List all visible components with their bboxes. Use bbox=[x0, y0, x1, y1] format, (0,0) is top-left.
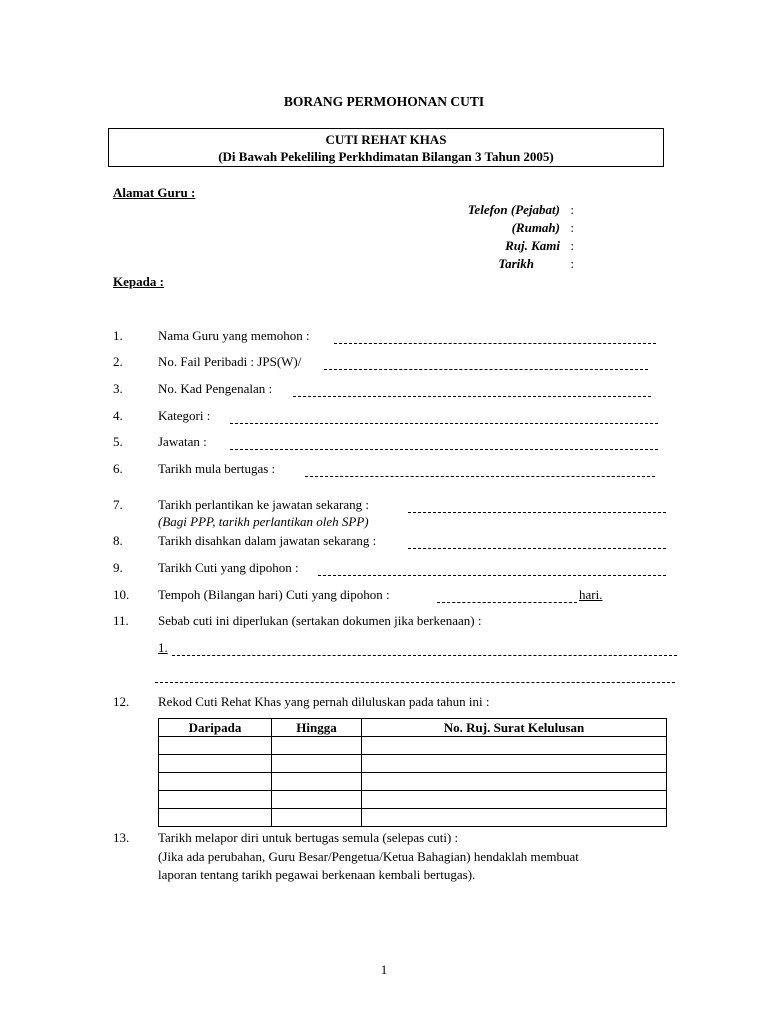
item-5-num: 5. bbox=[113, 434, 123, 449]
reason-line-2[interactable] bbox=[155, 672, 675, 683]
item-11-num: 11. bbox=[113, 613, 129, 628]
tarikh-colon: : bbox=[570, 256, 574, 271]
item-5-label: Jawatan : bbox=[158, 434, 207, 449]
table-cell[interactable] bbox=[272, 809, 362, 827]
table-cell[interactable] bbox=[272, 737, 362, 755]
page-number: 1 bbox=[380, 962, 388, 977]
item-7-num: 7. bbox=[113, 497, 123, 512]
table-cell[interactable] bbox=[362, 791, 667, 809]
item-2-fill-line[interactable] bbox=[324, 359, 648, 370]
item-6-fill-line[interactable] bbox=[305, 466, 655, 477]
telefon-colon: : bbox=[570, 202, 574, 217]
table-row bbox=[159, 773, 667, 791]
header-box-line1: CUTI REHAT KHAS bbox=[325, 132, 447, 147]
table-cell[interactable] bbox=[272, 791, 362, 809]
telefon-rumah bbox=[512, 220, 574, 236]
col-no-ruj: No. Ruj. Surat Kelulusan bbox=[362, 719, 667, 737]
item-4-label: Kategori : bbox=[158, 408, 211, 423]
item-12-label: Rekod Cuti Rehat Khas yang pernah diluluskan pada tahun ini : bbox=[158, 694, 490, 709]
form-title: BORANG PERMOHONAN CUTI bbox=[283, 94, 485, 109]
item-1-label: Nama Guru yang memohon : bbox=[158, 328, 310, 343]
ruj-kami bbox=[505, 238, 574, 254]
item-4-num: 4. bbox=[113, 408, 123, 423]
item-13-line3: laporan tentang tarikh pegawai berkenaan kembali bertugas). bbox=[158, 867, 476, 882]
item-12-num: 12. bbox=[113, 694, 130, 709]
table-row bbox=[159, 737, 667, 755]
item-11-label: Sebab cuti ini diperlukan (sertakan dokumen jika berkenaan) : bbox=[158, 613, 482, 628]
reason-label: 1. bbox=[158, 640, 168, 655]
table-cell[interactable] bbox=[159, 791, 272, 809]
reason-line-1[interactable] bbox=[172, 645, 677, 656]
item-4-fill-line[interactable] bbox=[230, 413, 658, 424]
leave-record-table bbox=[158, 718, 667, 827]
table-cell[interactable] bbox=[362, 755, 667, 773]
col-daripada: Daripada bbox=[159, 719, 272, 737]
tarikh bbox=[498, 256, 574, 272]
item-3-num: 3. bbox=[113, 381, 123, 396]
item-1-fill-line[interactable] bbox=[334, 333, 656, 344]
item-8-label: Tarikh disahkan dalam jawatan sekarang : bbox=[158, 533, 377, 548]
item-7-note: (Bagi PPP, tarikh perlantikan oleh SPP) bbox=[158, 514, 369, 529]
item-9-num: 9. bbox=[113, 560, 123, 575]
item-3-label: No. Kad Pengenalan : bbox=[158, 381, 273, 396]
table-cell[interactable] bbox=[159, 809, 272, 827]
table-cell[interactable] bbox=[159, 755, 272, 773]
item-7-fill-line[interactable] bbox=[408, 502, 666, 513]
item-2-label: No. Fail Peribadi : JPS(W)/ bbox=[158, 354, 302, 369]
table-cell[interactable] bbox=[362, 737, 667, 755]
col-hingga: Hingga bbox=[272, 719, 362, 737]
item-7-label: Tarikh perlantikan ke jawatan sekarang : bbox=[158, 497, 369, 512]
ruj-label: Ruj. Kami bbox=[505, 238, 560, 253]
table-cell[interactable] bbox=[362, 809, 667, 827]
item-2-num: 2. bbox=[113, 354, 123, 369]
telefon-pejabat bbox=[468, 202, 574, 218]
table-header-row bbox=[159, 719, 667, 737]
item-13-num: 13. bbox=[113, 830, 130, 845]
ruj-colon: : bbox=[570, 238, 574, 253]
table-cell[interactable] bbox=[272, 755, 362, 773]
item-5-fill-line[interactable] bbox=[230, 439, 658, 450]
table-cell[interactable] bbox=[362, 773, 667, 791]
kepada-label: Kepada : bbox=[113, 274, 164, 289]
item-10-num: 10. bbox=[113, 587, 130, 602]
item-1-num: 1. bbox=[113, 328, 123, 343]
item-8-fill-line[interactable] bbox=[408, 538, 666, 549]
item-13-line2: (Jika ada perubahan, Guru Besar/Pengetua/Ketua Bahagian) hendaklah membuat bbox=[158, 849, 579, 864]
table-cell[interactable] bbox=[159, 737, 272, 755]
item-10-fill-line[interactable] bbox=[437, 592, 577, 603]
tarikh-label: Tarikh bbox=[498, 256, 534, 271]
item-3-fill-line[interactable] bbox=[293, 386, 651, 397]
item-9-fill-line[interactable] bbox=[318, 565, 666, 576]
item-6-label: Tarikh mula bertugas : bbox=[158, 461, 276, 476]
table-row bbox=[159, 791, 667, 809]
item-6-num: 6. bbox=[113, 461, 123, 476]
telefon-label: Telefon (Pejabat) bbox=[467, 202, 560, 217]
header-box bbox=[108, 128, 664, 167]
item-10-suffix: hari. bbox=[579, 587, 603, 602]
item-13-label: Tarikh melapor diri untuk bertugas semula (selepas cuti) : bbox=[158, 830, 459, 845]
alamat-label: Alamat Guru : bbox=[113, 185, 196, 200]
table-row bbox=[159, 755, 667, 773]
item-9-label: Tarikh Cuti yang dipohon : bbox=[158, 560, 299, 575]
item-10-label: Tempoh (Bilangan hari) Cuti yang dipohon : bbox=[158, 587, 390, 602]
rumah-colon: : bbox=[570, 220, 574, 235]
table-cell[interactable] bbox=[272, 773, 362, 791]
table-cell[interactable] bbox=[159, 773, 272, 791]
header-box-line2: (Di Bawah Pekeliling Perkhdimatan Bilangan 3 Tahun 2005) bbox=[218, 149, 554, 164]
table-row bbox=[159, 809, 667, 827]
rumah-label: (Rumah) bbox=[511, 220, 560, 235]
item-8-num: 8. bbox=[113, 533, 123, 548]
